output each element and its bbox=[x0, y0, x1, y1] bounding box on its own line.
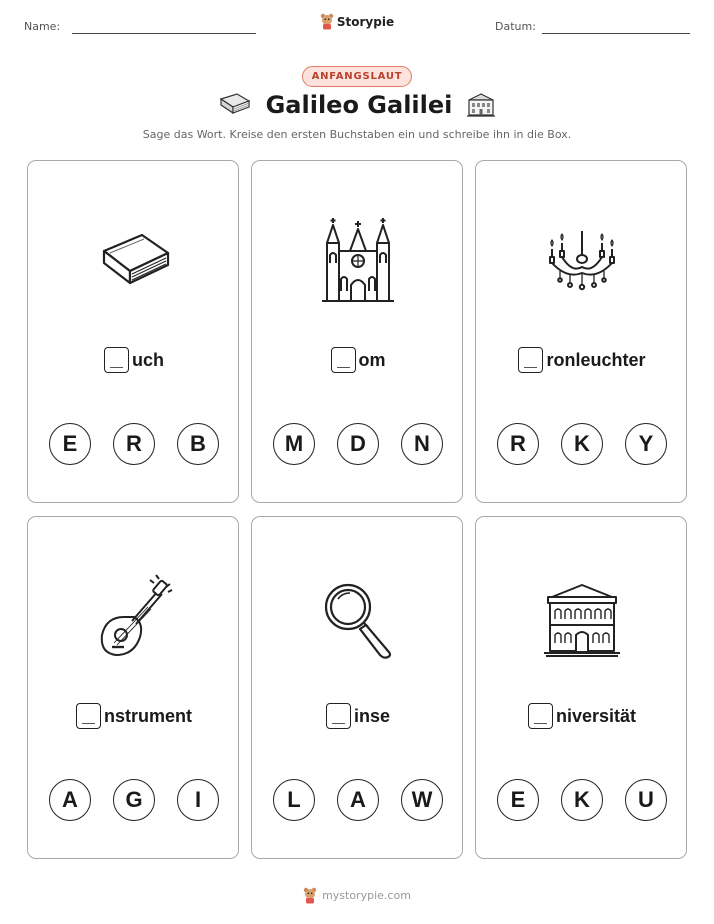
word-row bbox=[252, 347, 464, 373]
word-row bbox=[28, 347, 240, 373]
word-card-2 bbox=[251, 160, 463, 503]
word-row bbox=[476, 703, 688, 729]
letter-choices bbox=[476, 423, 688, 465]
letter-choice[interactable]: B bbox=[177, 423, 219, 465]
chandelier-icon bbox=[532, 213, 632, 313]
topic-badge: ANFANGSLAUT bbox=[302, 66, 413, 87]
letter-choice[interactable]: E bbox=[497, 779, 539, 821]
letter-choices bbox=[476, 779, 688, 821]
answer-box[interactable] bbox=[331, 347, 356, 373]
page-title: Galileo Galilei bbox=[265, 91, 453, 119]
building-icon bbox=[466, 92, 496, 118]
letter-choice[interactable]: N bbox=[401, 423, 443, 465]
word-row bbox=[252, 703, 464, 729]
footer-url[interactable]: mystorypie.com bbox=[322, 889, 411, 902]
letter-choice[interactable]: A bbox=[337, 779, 379, 821]
word-ending: ronleuchter bbox=[546, 349, 646, 370]
letter-choice[interactable]: G bbox=[113, 779, 155, 821]
word-ending: uch bbox=[131, 349, 164, 370]
word-row bbox=[476, 347, 688, 373]
letter-choice[interactable]: U bbox=[625, 779, 667, 821]
word-row bbox=[28, 703, 240, 729]
letter-choice[interactable]: K bbox=[561, 779, 603, 821]
answer-box[interactable] bbox=[528, 703, 553, 729]
lute-icon bbox=[84, 569, 184, 669]
letter-choice[interactable]: M bbox=[273, 423, 315, 465]
letter-choice[interactable]: K bbox=[561, 423, 603, 465]
letter-choice[interactable]: D bbox=[337, 423, 379, 465]
name-line[interactable] bbox=[72, 33, 256, 34]
letter-choice[interactable]: I bbox=[177, 779, 219, 821]
book-icon bbox=[84, 213, 184, 313]
bear-icon bbox=[320, 13, 334, 30]
answer-box[interactable] bbox=[104, 347, 129, 373]
letter-choice[interactable]: W bbox=[401, 779, 443, 821]
word-card-1 bbox=[27, 160, 239, 503]
date-label: Datum: bbox=[495, 20, 536, 33]
university-building-icon bbox=[532, 569, 632, 669]
word-card-6 bbox=[475, 516, 687, 859]
letter-choice[interactable]: L bbox=[273, 779, 315, 821]
footer bbox=[0, 887, 714, 904]
word-card-5 bbox=[251, 516, 463, 859]
letter-choices bbox=[28, 779, 240, 821]
letter-choice[interactable]: A bbox=[49, 779, 91, 821]
magnifying-glass-icon bbox=[308, 569, 408, 669]
answer-box[interactable] bbox=[326, 703, 351, 729]
name-label: Name: bbox=[24, 20, 61, 33]
word-card-3 bbox=[475, 160, 687, 503]
word-ending: om bbox=[358, 349, 386, 370]
date-line[interactable] bbox=[542, 33, 690, 34]
answer-box[interactable] bbox=[518, 347, 543, 373]
answer-box[interactable] bbox=[76, 703, 101, 729]
instruction-text: Sage das Wort. Kreise den ersten Buchstaben ein und schreibe ihn in die Box. bbox=[142, 128, 572, 141]
letter-choice[interactable]: R bbox=[497, 423, 539, 465]
cathedral-icon bbox=[308, 213, 408, 313]
word-ending: nstrument bbox=[103, 705, 192, 726]
letter-choices bbox=[252, 779, 464, 821]
letter-choices bbox=[28, 423, 240, 465]
letter-choice[interactable]: E bbox=[49, 423, 91, 465]
word-card-4 bbox=[27, 516, 239, 859]
letter-choice[interactable]: Y bbox=[625, 423, 667, 465]
brand-logo bbox=[0, 13, 714, 30]
word-ending: inse bbox=[353, 705, 391, 726]
book-icon bbox=[218, 91, 252, 119]
letter-choice[interactable]: R bbox=[113, 423, 155, 465]
word-ending: niversität bbox=[555, 705, 637, 726]
letter-choices bbox=[252, 423, 464, 465]
brand-name: Storypie bbox=[336, 14, 395, 29]
bear-icon bbox=[303, 887, 317, 904]
